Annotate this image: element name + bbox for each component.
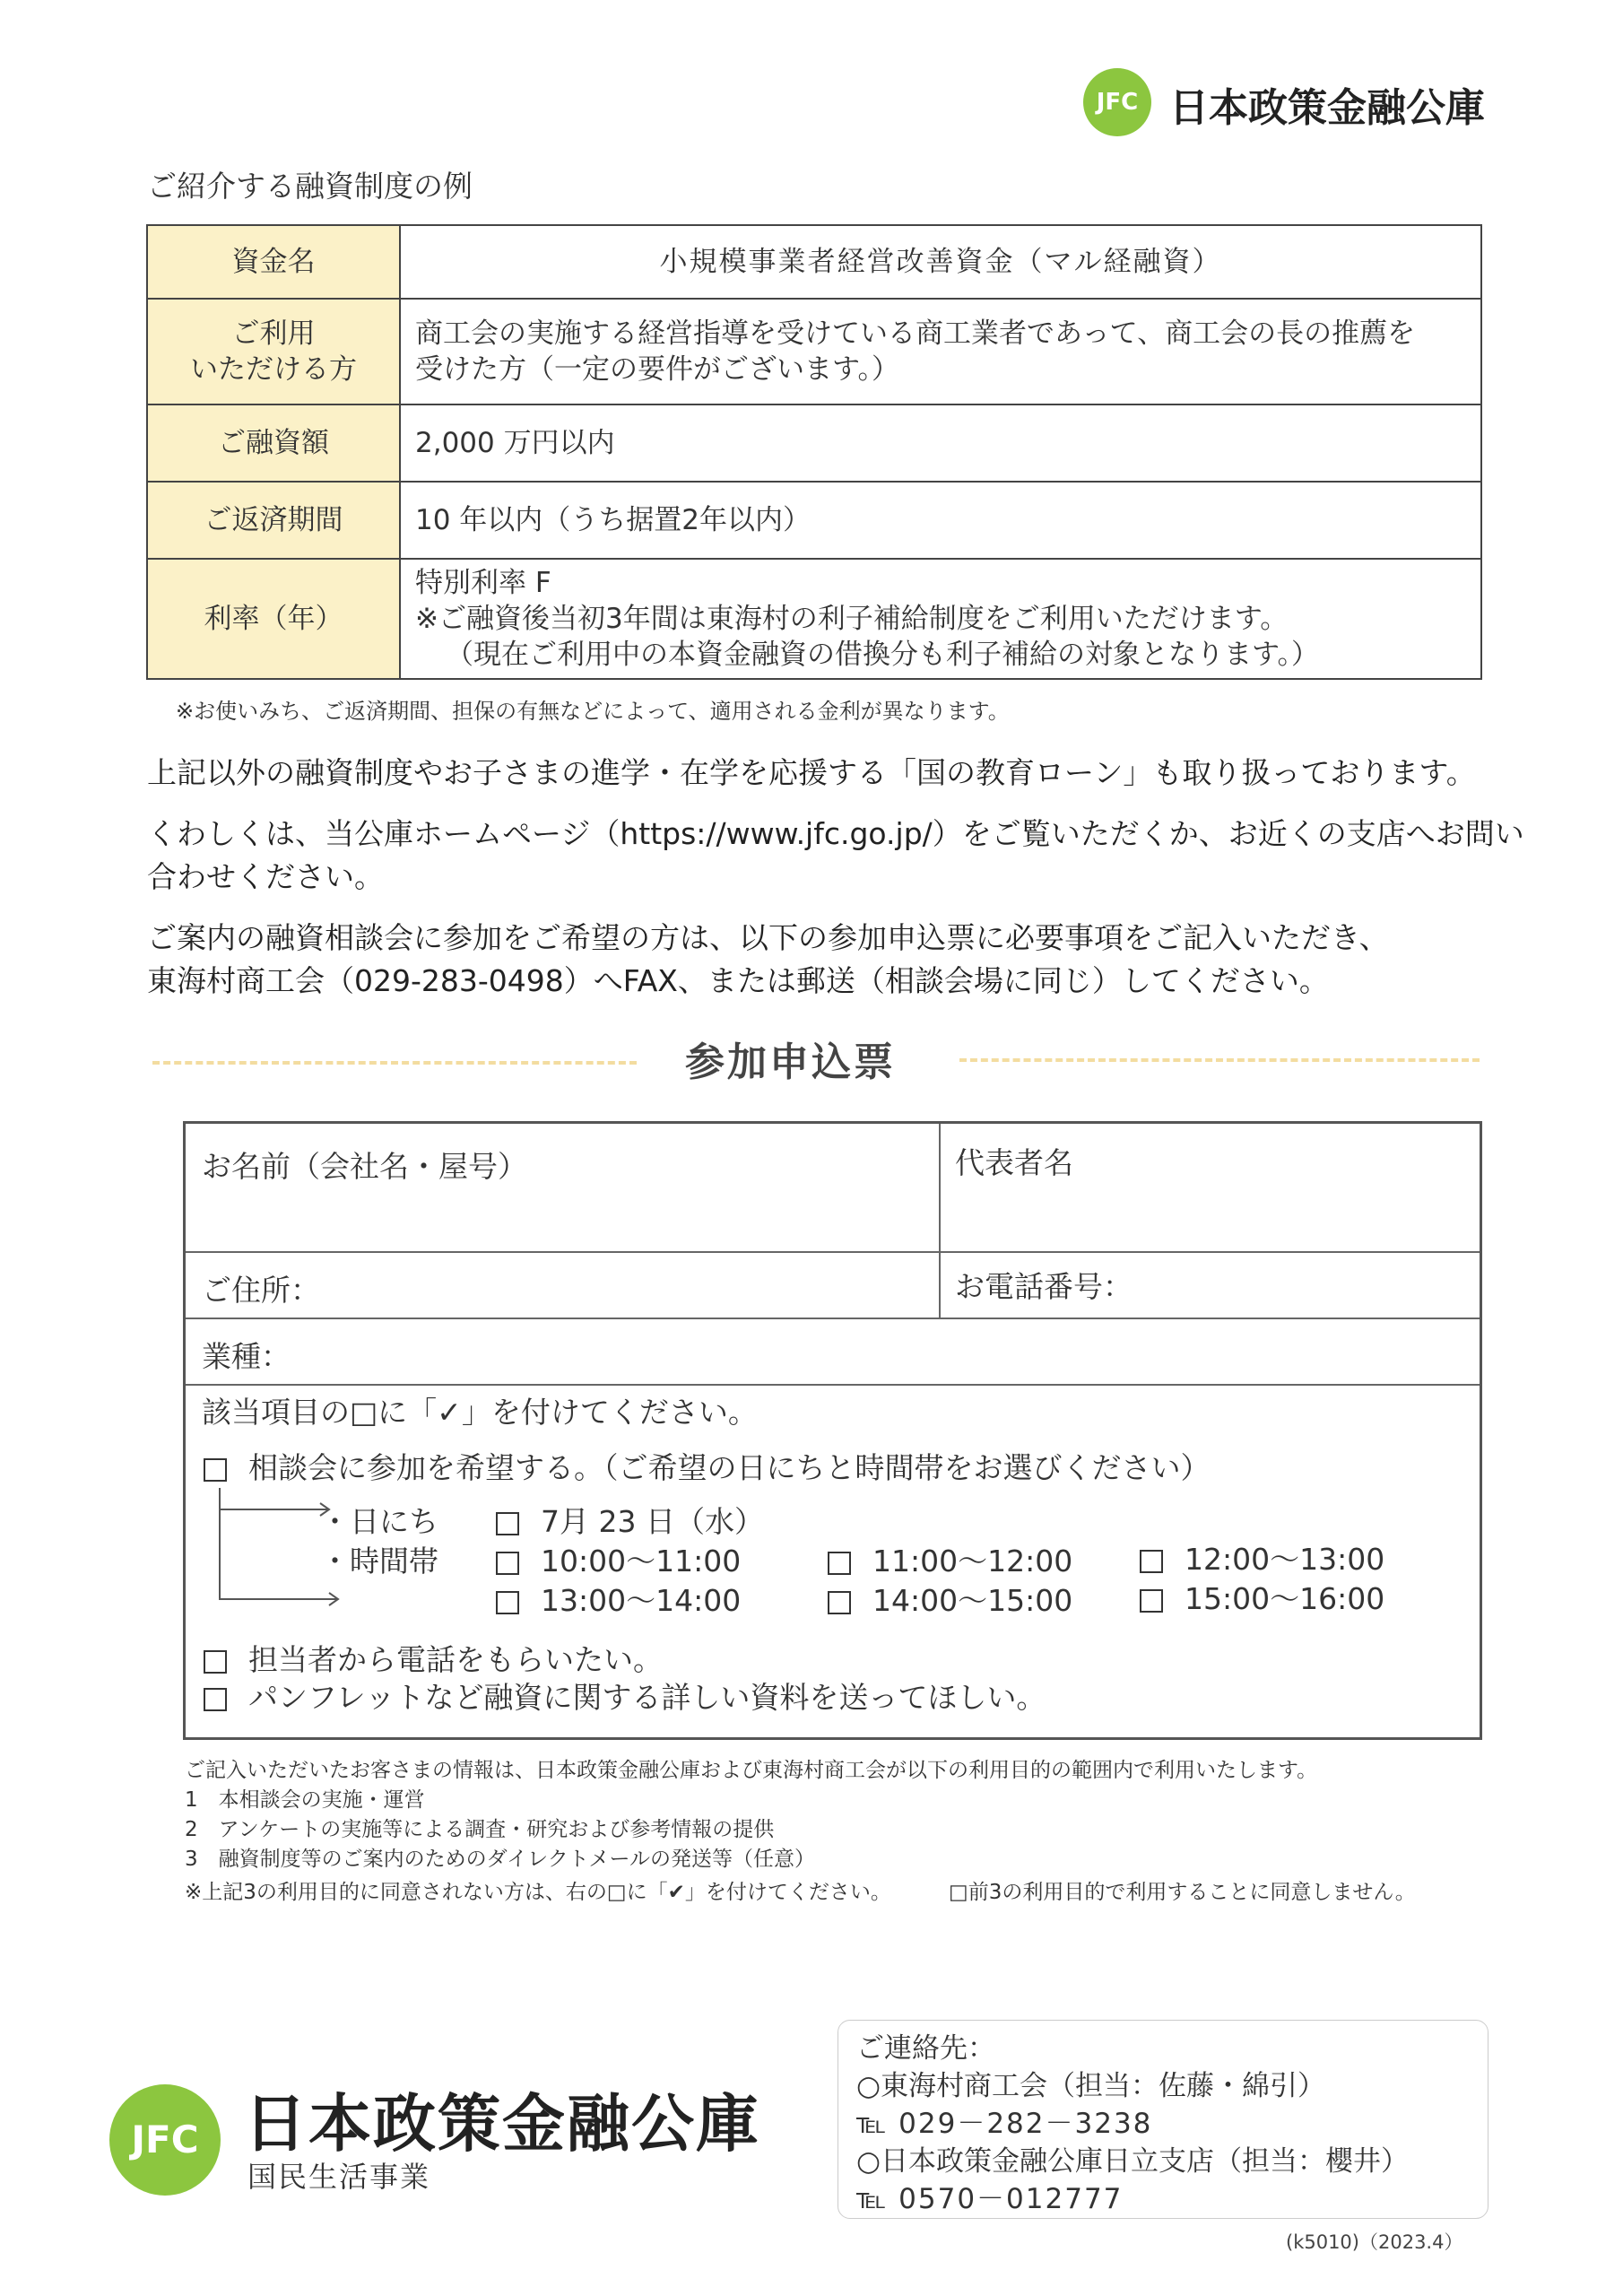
time-checkbox[interactable] [828, 1591, 851, 1614]
privacy-item-3: 3 融資制度等のご案内のためのダイレクトメールの発送等（任意） [185, 1848, 816, 1871]
row-value-term: 10 年以内（うち据置2年以内） [400, 482, 1481, 559]
consult-checkbox[interactable] [204, 1458, 227, 1482]
time-checkbox[interactable] [1140, 1550, 1163, 1573]
row-label-eligible [147, 299, 400, 404]
row-label-fund-name: 資金名 [147, 225, 400, 299]
time-option-3[interactable] [1140, 1536, 1384, 1578]
time-option-5[interactable] [828, 1578, 1072, 1620]
time-option-label: 14:00～15:00 [872, 1583, 1073, 1618]
table-row [147, 404, 1481, 482]
time-option-label: 15:00～16:00 [1185, 1581, 1385, 1616]
time-option-label: 10:00～11:00 [541, 1544, 742, 1578]
row-value-rate-line1: 特別利率 F [415, 567, 551, 599]
footer-logo-name: 日本政策金融公庫 [244, 2087, 760, 2161]
date-option-label: 7月 23 日（水） [541, 1504, 764, 1539]
time-option-label: 11:00～12:00 [872, 1544, 1073, 1578]
name-field[interactable]: お名前（会社名・屋号） [202, 1149, 527, 1184]
form-divider [939, 1124, 941, 1318]
time-option-1[interactable] [496, 1538, 741, 1580]
date-option[interactable] [496, 1499, 764, 1541]
date-checkbox[interactable] [496, 1512, 519, 1535]
paragraph-apply [147, 917, 1389, 1003]
row-value-amount: 2,000 万円以内 [400, 404, 1481, 482]
paragraph-apply-line1: ご案内の融資相談会に参加をご希望の方は、以下の参加申込票に必要事項をご記入いただき、 [147, 920, 1389, 955]
pamphlet-option-label: パンフレットなど融資に関する詳しい資料を送ってほしい。 [248, 1680, 1046, 1715]
privacy-item-2: 2 アンケートの実施等による調査・研究および参考情報の提供 [185, 1818, 775, 1841]
row-label-eligible-line1: ご利用 [231, 317, 316, 350]
loan-table [146, 224, 1482, 680]
header-logo-name: 日本政策金融公庫 [1169, 85, 1485, 131]
time-checkbox[interactable] [828, 1552, 851, 1575]
paragraph-homepage-line1: くわしくは、当公庫ホームページ（https://www.jfc.go.jp/）をご覧いただくか、お近くの支店へお問い [147, 816, 1524, 851]
time-checkbox[interactable] [1140, 1589, 1163, 1613]
time-option-label: 13:00～14:00 [541, 1583, 742, 1618]
contact-title: ご連絡先： [856, 2032, 995, 2065]
contact-hitachi-tel: ℡ 0570－012777 [856, 2183, 1124, 2215]
consult-option-label: 相談会に参加を希望する。（ご希望の日にちと時間帯をお選びください） [248, 1450, 1211, 1485]
time-checkbox[interactable] [496, 1591, 519, 1614]
table-footnote: ※お使いみち、ご返済期間、担保の有無などによって、適用される金利が異なります。 [176, 699, 1010, 724]
privacy-intro: ご記入いただいたお客さまの情報は、日本政策金融公庫および東海村商工会が以下の利用目的の範囲内で利用いたします。 [185, 1759, 1318, 1782]
phone-field[interactable]: お電話番号： [955, 1269, 1133, 1304]
date-label: ・日にち [320, 1504, 438, 1539]
footer-logo-sub: 国民生活事業 [247, 2160, 431, 2194]
call-option[interactable] [204, 1637, 663, 1679]
pamphlet-checkbox[interactable] [204, 1688, 227, 1711]
application-form [183, 1121, 1482, 1740]
representative-field[interactable]: 代表者名 [955, 1145, 1073, 1180]
checkbox-instruction: 該当項目の□に「✓」を付けてください。 [202, 1395, 758, 1430]
paragraph-apply-line2: 東海村商工会（029-283-0498）へFAX、または郵送（相談会場に同じ）してください。 [147, 963, 1329, 998]
consult-option[interactable] [204, 1445, 1211, 1487]
header-logo-mark: JFC [1083, 68, 1151, 136]
form-divider [186, 1251, 1480, 1253]
row-value-eligible-line2: 受けた方（一定の要件がございます。） [415, 353, 900, 386]
pamphlet-option[interactable] [204, 1674, 1046, 1717]
call-checkbox[interactable] [204, 1650, 227, 1674]
row-value-rate-line3: （現在ご利用中の本資金融資の借換分も利子補給の対象となります。） [446, 639, 1320, 671]
row-value-eligible-line1: 商工会の実施する経営指導を受けている商工業者であって、商工会の長の推薦を [415, 317, 1416, 350]
form-title-right-rule [959, 1058, 1480, 1062]
privacy-item-1: 1 本相談会の実施・運営 [185, 1788, 425, 1812]
row-label-rate: 利率（年） [147, 559, 400, 679]
industry-field[interactable]: 業種： [202, 1339, 291, 1374]
contact-tokai-tel: ℡ 029－282－3238 [856, 2108, 1153, 2140]
contact-details [856, 2030, 1409, 2218]
time-option-6[interactable] [1140, 1576, 1384, 1618]
paragraph-homepage-line2: 合わせください。 [147, 859, 384, 894]
row-value-eligible [400, 299, 1481, 404]
row-label-eligible-line2: いただける方 [190, 353, 357, 386]
consent-option[interactable]: □前3の利用目的で利用することに同意しません。 [949, 1881, 1416, 1904]
contact-hitachi: ○日本政策金融公庫日立支店（担当：櫻井） [856, 2145, 1410, 2178]
paragraph-other-loans: 上記以外の融資制度やお子さまの進学・在学を応援する「国の教育ローン」も取り扱っております。 [147, 755, 1476, 790]
consent-note: ※上記3の利用目的に同意されない方は、右の□に「✔」を付けてください。 [185, 1881, 891, 1904]
row-value-fund-name: 小規模事業者経営改善資金（マル経融資） [400, 225, 1481, 299]
call-option-label: 担当者から電話をもらいたい。 [248, 1642, 663, 1677]
row-label-amount: ご融資額 [147, 404, 400, 482]
table-row [147, 299, 1481, 404]
form-divider [186, 1318, 1480, 1319]
form-divider [186, 1384, 1480, 1386]
intro-title: ご紹介する融資制度の例 [147, 169, 473, 204]
contact-box [838, 2020, 1488, 2219]
table-row [147, 225, 1481, 299]
document-code: (k5010)（2023.4） [1286, 2231, 1463, 2253]
time-option-4[interactable] [496, 1578, 741, 1620]
time-option-2[interactable] [828, 1538, 1072, 1580]
time-checkbox[interactable] [496, 1552, 519, 1575]
table-row [147, 559, 1481, 679]
time-label: ・時間帯 [320, 1544, 438, 1578]
table-row [147, 482, 1481, 559]
time-option-label: 12:00～13:00 [1185, 1542, 1385, 1577]
privacy-notice [185, 1756, 1317, 1874]
paragraph-homepage [147, 813, 1524, 899]
address-field[interactable]: ご住所： [202, 1273, 320, 1308]
footer-logo-mark: JFC [109, 2084, 221, 2196]
contact-tokai: ○東海村商工会（担当：佐藤・綿引） [856, 2070, 1326, 2102]
row-value-rate-line2: ※ご融資後当初3年間は東海村の利子補給制度をご利用いただけます。 [415, 603, 1289, 635]
form-title: 参加申込票 [685, 1039, 896, 1085]
form-title-left-rule [152, 1061, 637, 1065]
row-value-rate [400, 559, 1481, 679]
row-label-term: ご返済期間 [147, 482, 400, 559]
